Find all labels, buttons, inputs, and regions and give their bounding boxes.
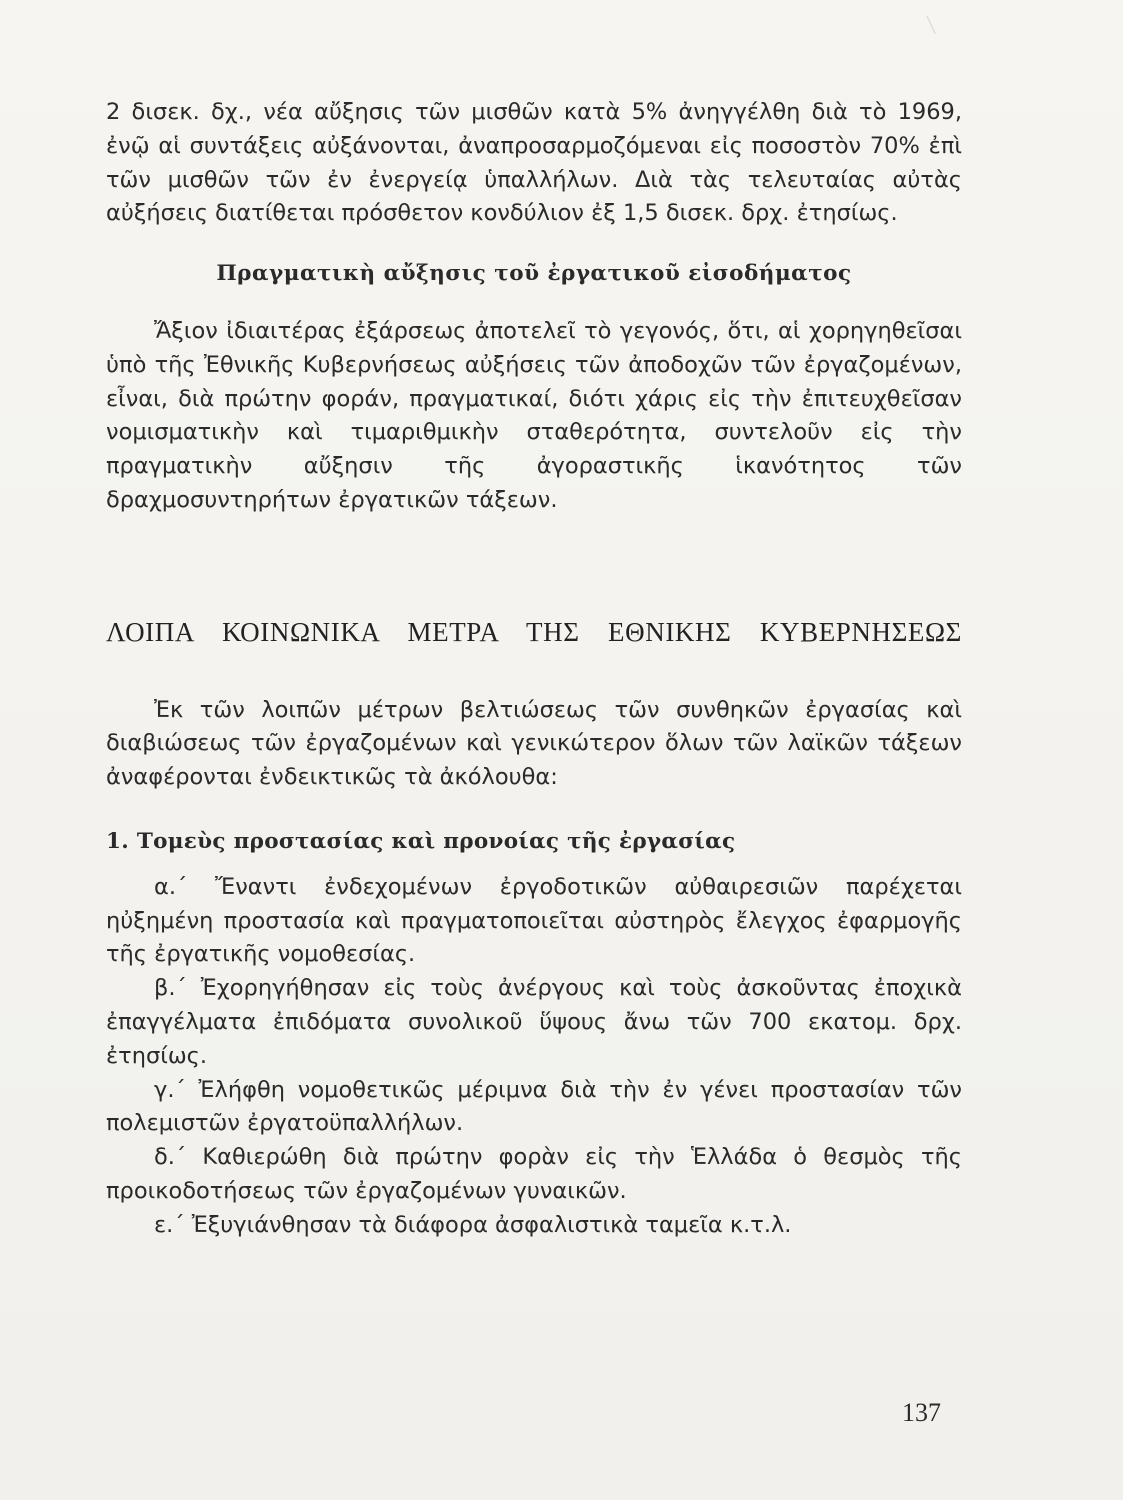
- page-number: 137: [902, 1398, 941, 1427]
- list-item-b: β.΄ Ἐχορηγήθησαν εἰς τοὺς ἀνέργους καὶ τοὺς ἀσκοῦντας ἐποχικὰ ἐπαγγέλματα ἐπιδόματα συνολικοῦ ὕψους ἄνω τῶν 700 εκατομ. δρχ. ἐτησίως.: [106, 975, 962, 1069]
- intro-paragraph: 2 δισεκ. δχ., νέα αὔξησις τῶν μισθῶν κατὰ 5% ἀνηγγέλθη διὰ τὸ 1969, ἐνῷ αἱ συντάξεις αὐξάνονται, ἀναπροσαρμοζόμεναι εἰς ποσοστὸν 70% ἐπὶ τῶν μισθῶν τῶν ἐν ἐνεργείᾳ ὑπαλλήλων. Διὰ τὰς τελευταίας αὐτὰς αὐξήσεις διατίθεται πρόσθετον κονδύλιον ἐξ 1,5 δισεκ. δρχ. ἐτησίως.: [106, 99, 962, 227]
- list-item-a: α.΄ Ἔναντι ἐνδεχομένων ἐργοδοτικῶν αὐθαιρεσιῶν παρέχεται ηὐξημένη προστασία καὶ πραγματοποιεῖται αὐστηρὸς ἔλεγχος ἐφαρμογῆς τῆς ἐργατικῆς νομοθεσίας.: [106, 873, 962, 968]
- section-heading-other-measures: ΛΟΙΠΑ ΚΟΙΝΩΝΙΚΑ ΜΕΤΡΑ ΤΗΣ ΕΘΝΙΚΗΣ ΚΥΒΕΡΝΗΣΕΩΣ: [106, 616, 962, 647]
- list-item-c: γ.΄ Ἐλήφθη νομοθετικῶς μέριμνα διὰ τὴν ἐν γένει προστασίαν τῶν πολεμιστῶν ἐργατοϋπαλλήλων.: [106, 1076, 962, 1137]
- page-content: [106, 96, 962, 1243]
- other-measures-paragraph: Ἐκ τῶν λοιπῶν μέτρων βελτιώσεως τῶν συνθηκῶν ἐργασίας καὶ διαβιώσεως τῶν ἐργαζομένων καὶ γενικώτερον ὅλων τῶν λαϊκῶν τάξεων ἀναφέρονται ἐνδεικτικῶς τὰ ἀκόλουθα:: [106, 696, 962, 791]
- subsection-heading-labor-protection: 1. Τομεὺς προστασίας καὶ προνοίας τῆς ἐργασίας: [106, 828, 736, 854]
- scan-mark: [926, 10, 948, 34]
- section-heading-real-income: Πραγματικὴ αὔξησις τοῦ ἐργατικοῦ εἰσοδήματος: [216, 261, 852, 287]
- list-item-d: δ.΄ Καθιερώθη διὰ πρώτην φορὰν εἰς τὴν Ἑλλάδα ὁ θεσμὸς τῆς προικοδοτήσεως τῶν ἐργαζομένων γυναικῶν.: [106, 1144, 962, 1204]
- list-item-e: ε.΄ Ἐξυγιάνθησαν τὰ διάφορα ἀσφαλιστικὰ ταμεῖα κ.τ.λ.: [154, 1211, 792, 1238]
- real-income-paragraph: Ἄξιον ἰδιαιτέρας ἐξάρσεως ἀποτελεῖ τὸ γεγονός, ὅτι, αἱ χορηγηθεῖσαι ὑπὸ τῆς Ἐθνικῆς Κυβερνήσεως αὐξήσεις τῶν ἀποδοχῶν τῶν ἐργαζομένων, εἶναι, διὰ πρώτην φοράν, πραγματικαί, διότι χάρις εἰς τὴν ἐπιτευχθεῖσαν νομισματικὴν καὶ τιμαριθμικὴν σταθερότητα, συντελοῦν εἰς τὴν πραγματικὴν αὔξησιν τῆς ἀγοραστικῆς ἱκανότητος τῶν δραχμοσυντηρήτων ἐργατικῶν τάξεων.: [106, 317, 962, 513]
